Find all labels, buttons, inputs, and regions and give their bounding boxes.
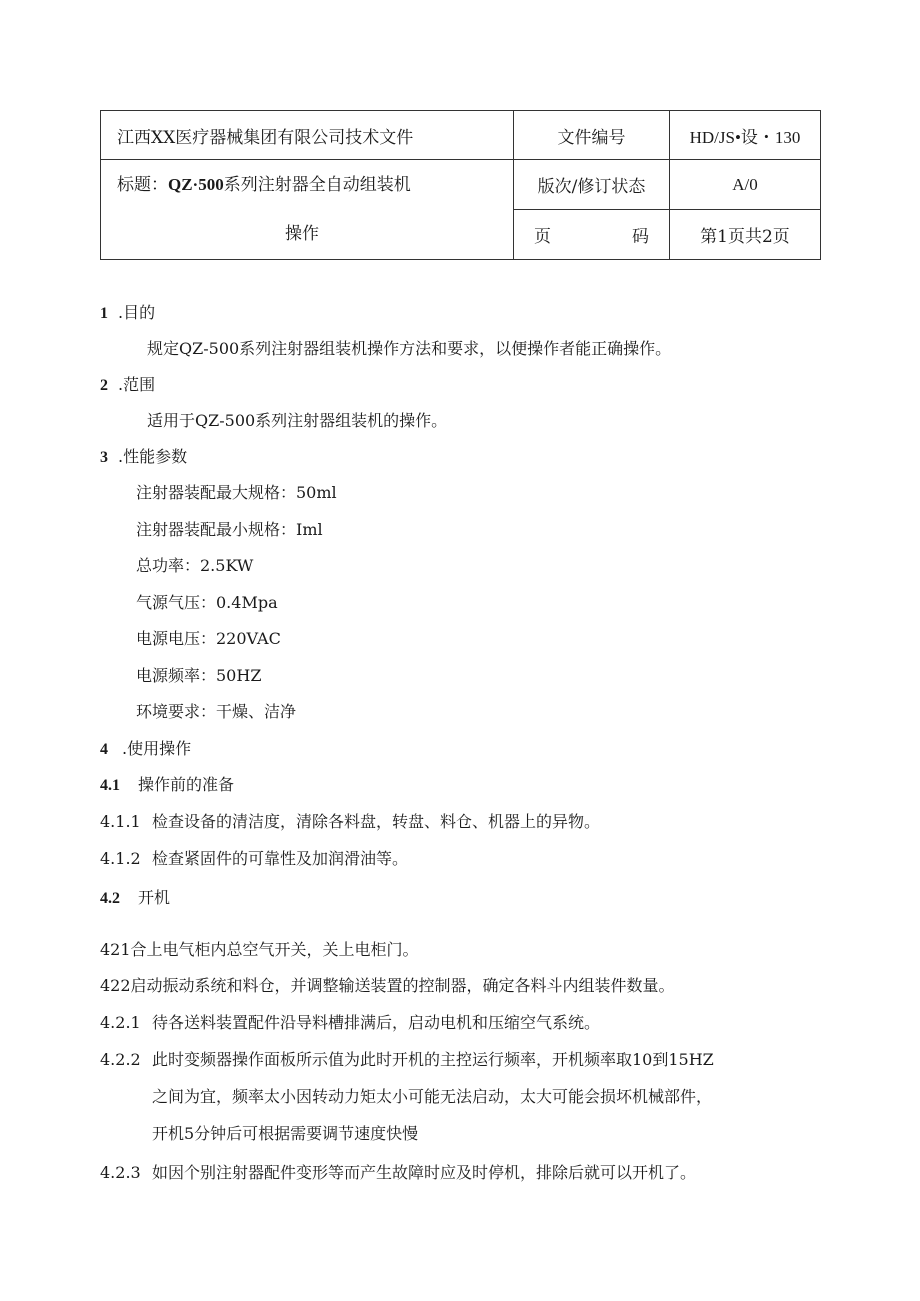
- title-model: QZ·500: [168, 175, 224, 194]
- section-1-title: .目的: [118, 303, 156, 322]
- param-item: 注射器装配最小规格：Iml: [136, 520, 323, 539]
- param-item: 总功率：2.5KW: [136, 556, 254, 575]
- item-4-2-2-1-text: 待各送料装置配件沿导料槽排满后，启动电机和压缩空气系统。: [152, 1013, 601, 1032]
- param-item: 电源电压：220VAC: [136, 629, 281, 648]
- section-4-1-heading: [100, 772, 234, 795]
- title-line-1: [117, 160, 513, 209]
- section-2-heading: [100, 372, 155, 395]
- item-4-2-2-3: [100, 1160, 696, 1183]
- item-4-1-2-text: 检查紧固件的可靠性及加润滑油等。: [152, 849, 409, 868]
- item-4-1-2: [100, 846, 408, 869]
- title-prefix: 标题：: [117, 175, 168, 195]
- section-3-title: .性能参数: [118, 447, 188, 466]
- item-4-2-2-3-number: 4.2.3: [100, 1163, 141, 1182]
- version-label: 版次/修订状态: [514, 160, 670, 210]
- section-3-number: 3: [100, 449, 108, 466]
- section-4-heading: [100, 736, 191, 759]
- item-4-2-2-2-line-3: 开机5分钟后可根据需要调节速度快慢: [152, 1124, 419, 1143]
- document-header-table: [100, 110, 821, 260]
- page-label-a: 页: [534, 227, 551, 247]
- item-4-1-1-number: 4.1.1: [100, 812, 141, 831]
- item-4-2-2-2-line-1: 此时变频器操作面板所示值为此时开机的主控运行频率，开机频率取10到15HZ: [152, 1050, 714, 1069]
- param-item: 注射器装配最大规格：50ml: [136, 483, 337, 502]
- section-4-1-number: 4.1: [100, 777, 120, 794]
- item-4-1-1: [100, 809, 600, 832]
- section-4-2-title: 开机: [138, 888, 171, 907]
- page-label: [514, 222, 669, 247]
- param-item: 电源频率：50HZ: [136, 666, 262, 685]
- item-4-2-2-2-number: 4.2.2: [100, 1050, 141, 1069]
- section-2-title: .范围: [118, 375, 156, 394]
- doc-no-value: HD/JS•设・130: [670, 111, 821, 160]
- param-item: 气源气压：0.4Mpa: [136, 593, 278, 612]
- doc-no-label: 文件编号: [514, 111, 670, 160]
- page-label-b: 码: [632, 227, 649, 247]
- section-2-number: 2: [100, 377, 108, 394]
- item-4-2-2-1-number: 4.2.1: [100, 1013, 141, 1032]
- param-item: 环境要求：干燥、洁净: [136, 702, 297, 721]
- item-4-2-2-2: [100, 1047, 714, 1070]
- item-4-2-2-1: [100, 1010, 600, 1033]
- section-4-number: 4: [100, 741, 108, 758]
- title-rest: 系列注射器全自动组装机: [223, 175, 411, 195]
- item-4-1-2-number: 4.1.2: [100, 849, 141, 868]
- section-4-2-heading: [100, 885, 170, 908]
- item-4-2-2-3-text: 如因个别注射器配件变形等而产生故障时应及时停机，排除后就可以开机了。: [152, 1163, 697, 1182]
- title-cell: [101, 160, 514, 260]
- company-name-cell: 江西XX医疗器械集团有限公司技术文件: [101, 111, 514, 160]
- title-line-2: 操作: [285, 224, 319, 244]
- section-4-2-number: 4.2: [100, 890, 120, 907]
- item-4-2-1-raw: 421合上电气柜内总空气开关，关上电柜门。: [100, 940, 419, 959]
- page-value: 第1页共2页: [670, 210, 821, 260]
- version-value: A/0: [670, 160, 821, 210]
- item-4-2-2-raw: 422启动振动系统和料仓，并调整输送装置的控制器，确定各料斗内组装件数量。: [100, 976, 675, 995]
- section-1-text: 规定QZ-500系列注射器组装机操作方法和要求，以便操作者能正确操作。: [147, 339, 672, 358]
- item-4-2-2-2-line-2: 之间为宜，频率太小因转动力矩太小可能无法启动，太大可能会损坏机械部件，: [152, 1087, 713, 1106]
- section-4-title: .使用操作: [122, 739, 192, 758]
- page-label-cell: [514, 210, 670, 260]
- item-4-1-1-text: 检查设备的清洁度，清除各料盘，转盘、料仓、机器上的异物。: [152, 812, 601, 831]
- section-1-number: 1: [100, 305, 108, 322]
- section-3-heading: [100, 444, 187, 467]
- section-1-heading: [100, 300, 155, 323]
- section-4-1-title: 操作前的准备: [138, 775, 235, 794]
- section-2-text: 适用于QZ-500系列注射器组装机的操作。: [147, 411, 448, 430]
